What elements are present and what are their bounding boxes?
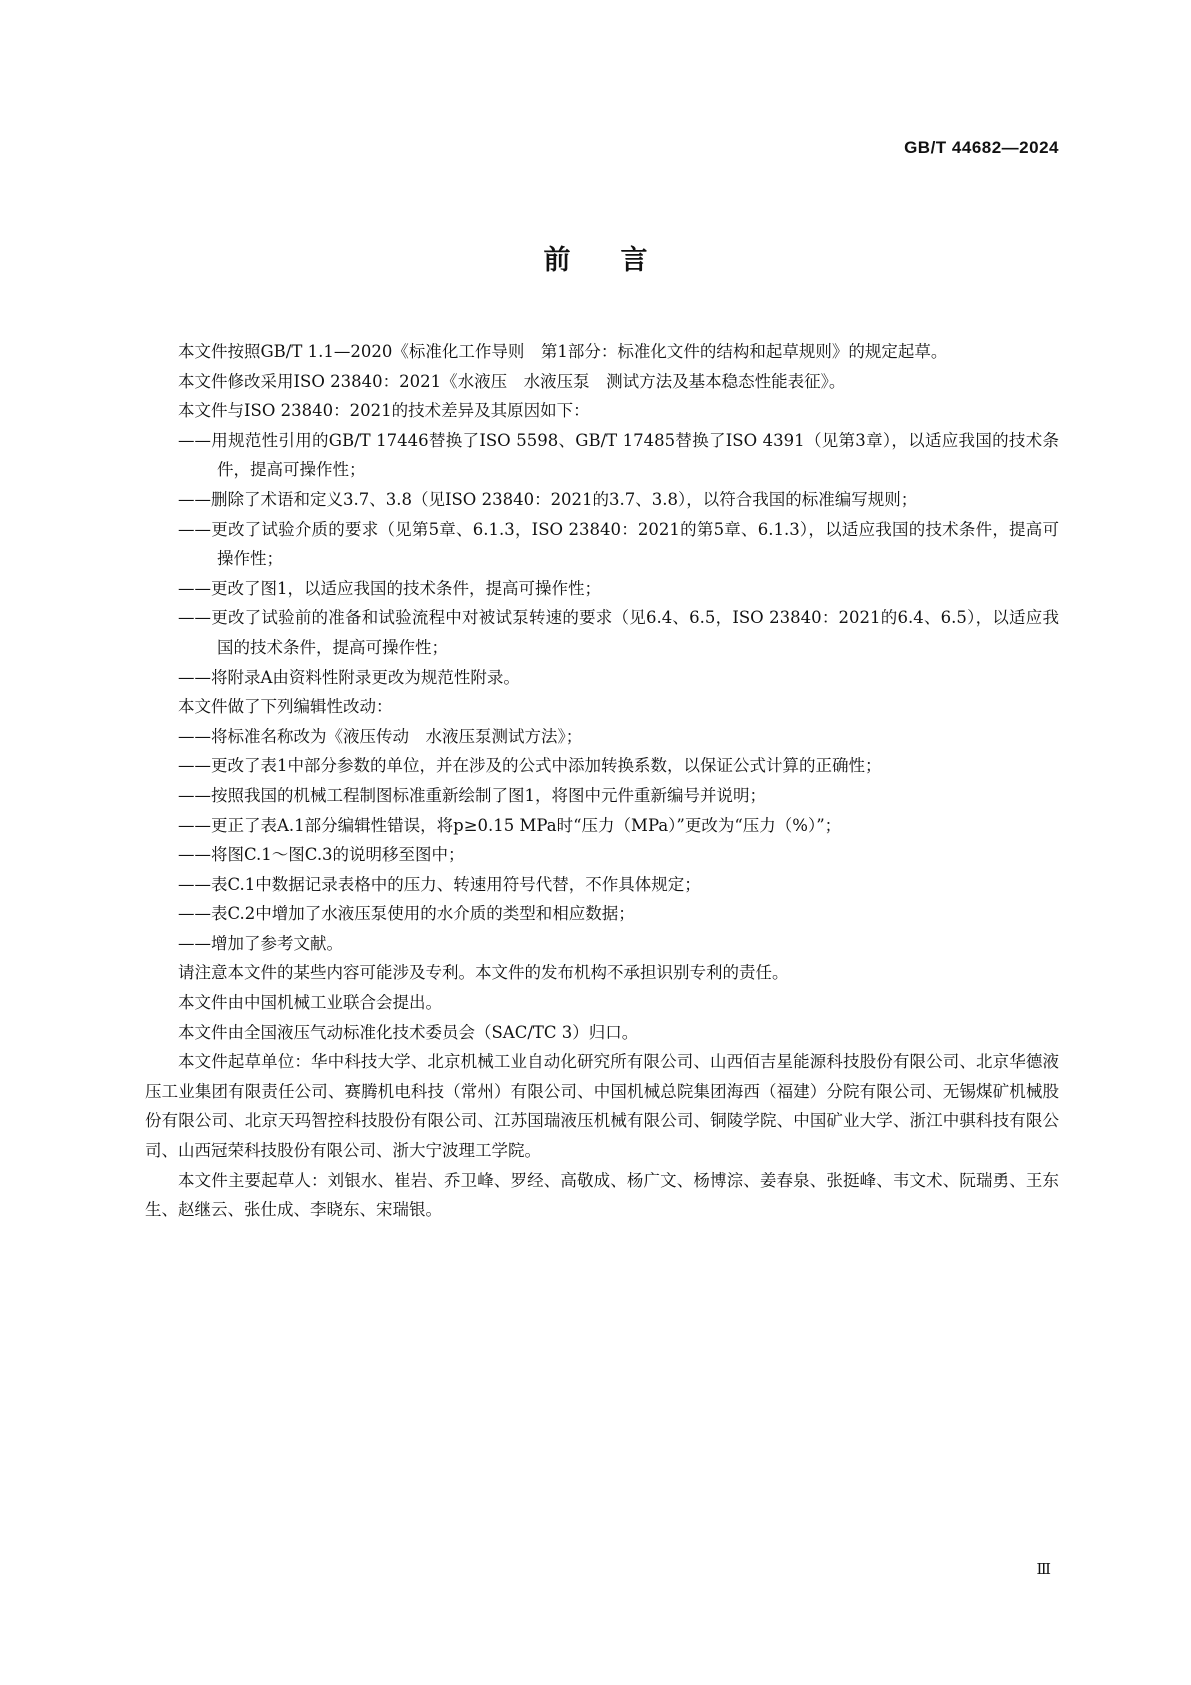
list-item: ——表C.1中数据记录表格中的压力、转速用符号代替，不作具体规定； (178, 874, 701, 894)
list-item: ——将附录A由资料性附录更改为规范性附录。 (178, 667, 520, 687)
standard-code: GB/T 44682—2024 (904, 138, 1059, 157)
paragraph-patent-notice: 请注意本文件的某些内容可能涉及专利。本文件的发布机构不承担识别专利的责任。 (178, 963, 789, 983)
list-item: ——将标准名称改为《液压传动 水液压泵测试方法》； (178, 726, 583, 746)
paragraph-editorial-intro: 本文件做了下列编辑性改动： (178, 697, 393, 717)
list-item: ——表C.2中增加了水液压泵使用的水介质的类型和相应数据； (178, 904, 635, 924)
list-item: ——更改了图1，以适应我国的技术条件，提高可操作性； (178, 578, 601, 598)
page-title: 前言 (543, 245, 698, 276)
list-item: ——更改了试验前的准备和试验流程中对被试泵转速的要求（见6.4、6.5，ISO 23840：2021的6.4、6.5），以适应我国的技术条件，提高可操作性； (178, 608, 1059, 657)
paragraph-tech-diff-intro: 本文件与ISO 23840：2021的技术差异及其原因如下： (178, 401, 590, 421)
paragraph-drafters: 本文件主要起草人：刘银水、崔岩、乔卫峰、罗经、高敬成、杨广文、杨博淙、姜春泉、张挺峰、韦文术、阮瑞勇、王东生、赵继云、张仕成、李晓东、宋瑞银。 (145, 1170, 1059, 1220)
paragraph-drafting-basis: 本文件按照GB/T 1.1—2020《标准化工作导则 第1部分：标准化文件的结构和起草规则》的规定起草。 (178, 342, 948, 361)
list-item: ——用规范性引用的GB/T 17446替换了ISO 5598、GB/T 17485替换了ISO 4391（见第3章），以适应我国的技术条件，提高可操作性； (178, 430, 1059, 480)
list-item: ——按照我国的机械工程制图标准重新绘制了图1，将图中元件重新编号并说明； (178, 785, 766, 805)
list-item: ——更改了试验介质的要求（见第5章、6.1.3，ISO 23840：2021的第5章、6.1.3），以适应我国的技术条件，提高可操作性； (178, 519, 1059, 569)
list-item: ——更正了表A.1部分编辑性错误，将p≥0.15 MPa时“压力（MPa）”更改为“压力（%）”； (178, 815, 842, 835)
paragraph-adoption: 本文件修改采用ISO 23840：2021《水液压 水液压泵 测试方法及基本稳态性能表征》。 (178, 371, 846, 391)
list-item: ——删除了术语和定义3.7、3.8（见ISO 23840：2021的3.7、3.8），以符合我国的标准编写规则； (178, 489, 918, 509)
paragraph-committee: 本文件由全国液压气动标准化技术委员会（SAC/TC 3）归口。 (178, 1022, 639, 1042)
paragraph-proposer: 本文件由中国机械工业联合会提出。 (178, 993, 442, 1013)
page-number: Ⅲ (1036, 1560, 1051, 1578)
list-item: ——增加了参考文献。 (178, 933, 343, 953)
list-item: ——更改了表1中部分参数的单位，并在涉及的公式中添加转换系数，以保证公式计算的正确性； (178, 756, 882, 776)
foreword-body (145, 337, 1059, 1225)
list-item: ——将图C.1～图C.3的说明移至图中； (178, 845, 465, 865)
paragraph-drafting-units: 本文件起草单位：华中科技大学、北京机械工业自动化研究所有限公司、山西佰吉星能源科技股份有限公司、北京华德液压工业集团有限责任公司、赛腾机电科技（常州）有限公司、中国机械总院集团海西（福建）分院有限公司、无锡煤矿机械股份有限公司、北京天玛智控科技股份有限公司、江苏国瑞液压机械有限公司、铜陵学院、中国矿业大学、浙江中骐科技有限公司、山西冠荣科技股份有限公司、浙大宁波理工学院。 (145, 1052, 1059, 1161)
